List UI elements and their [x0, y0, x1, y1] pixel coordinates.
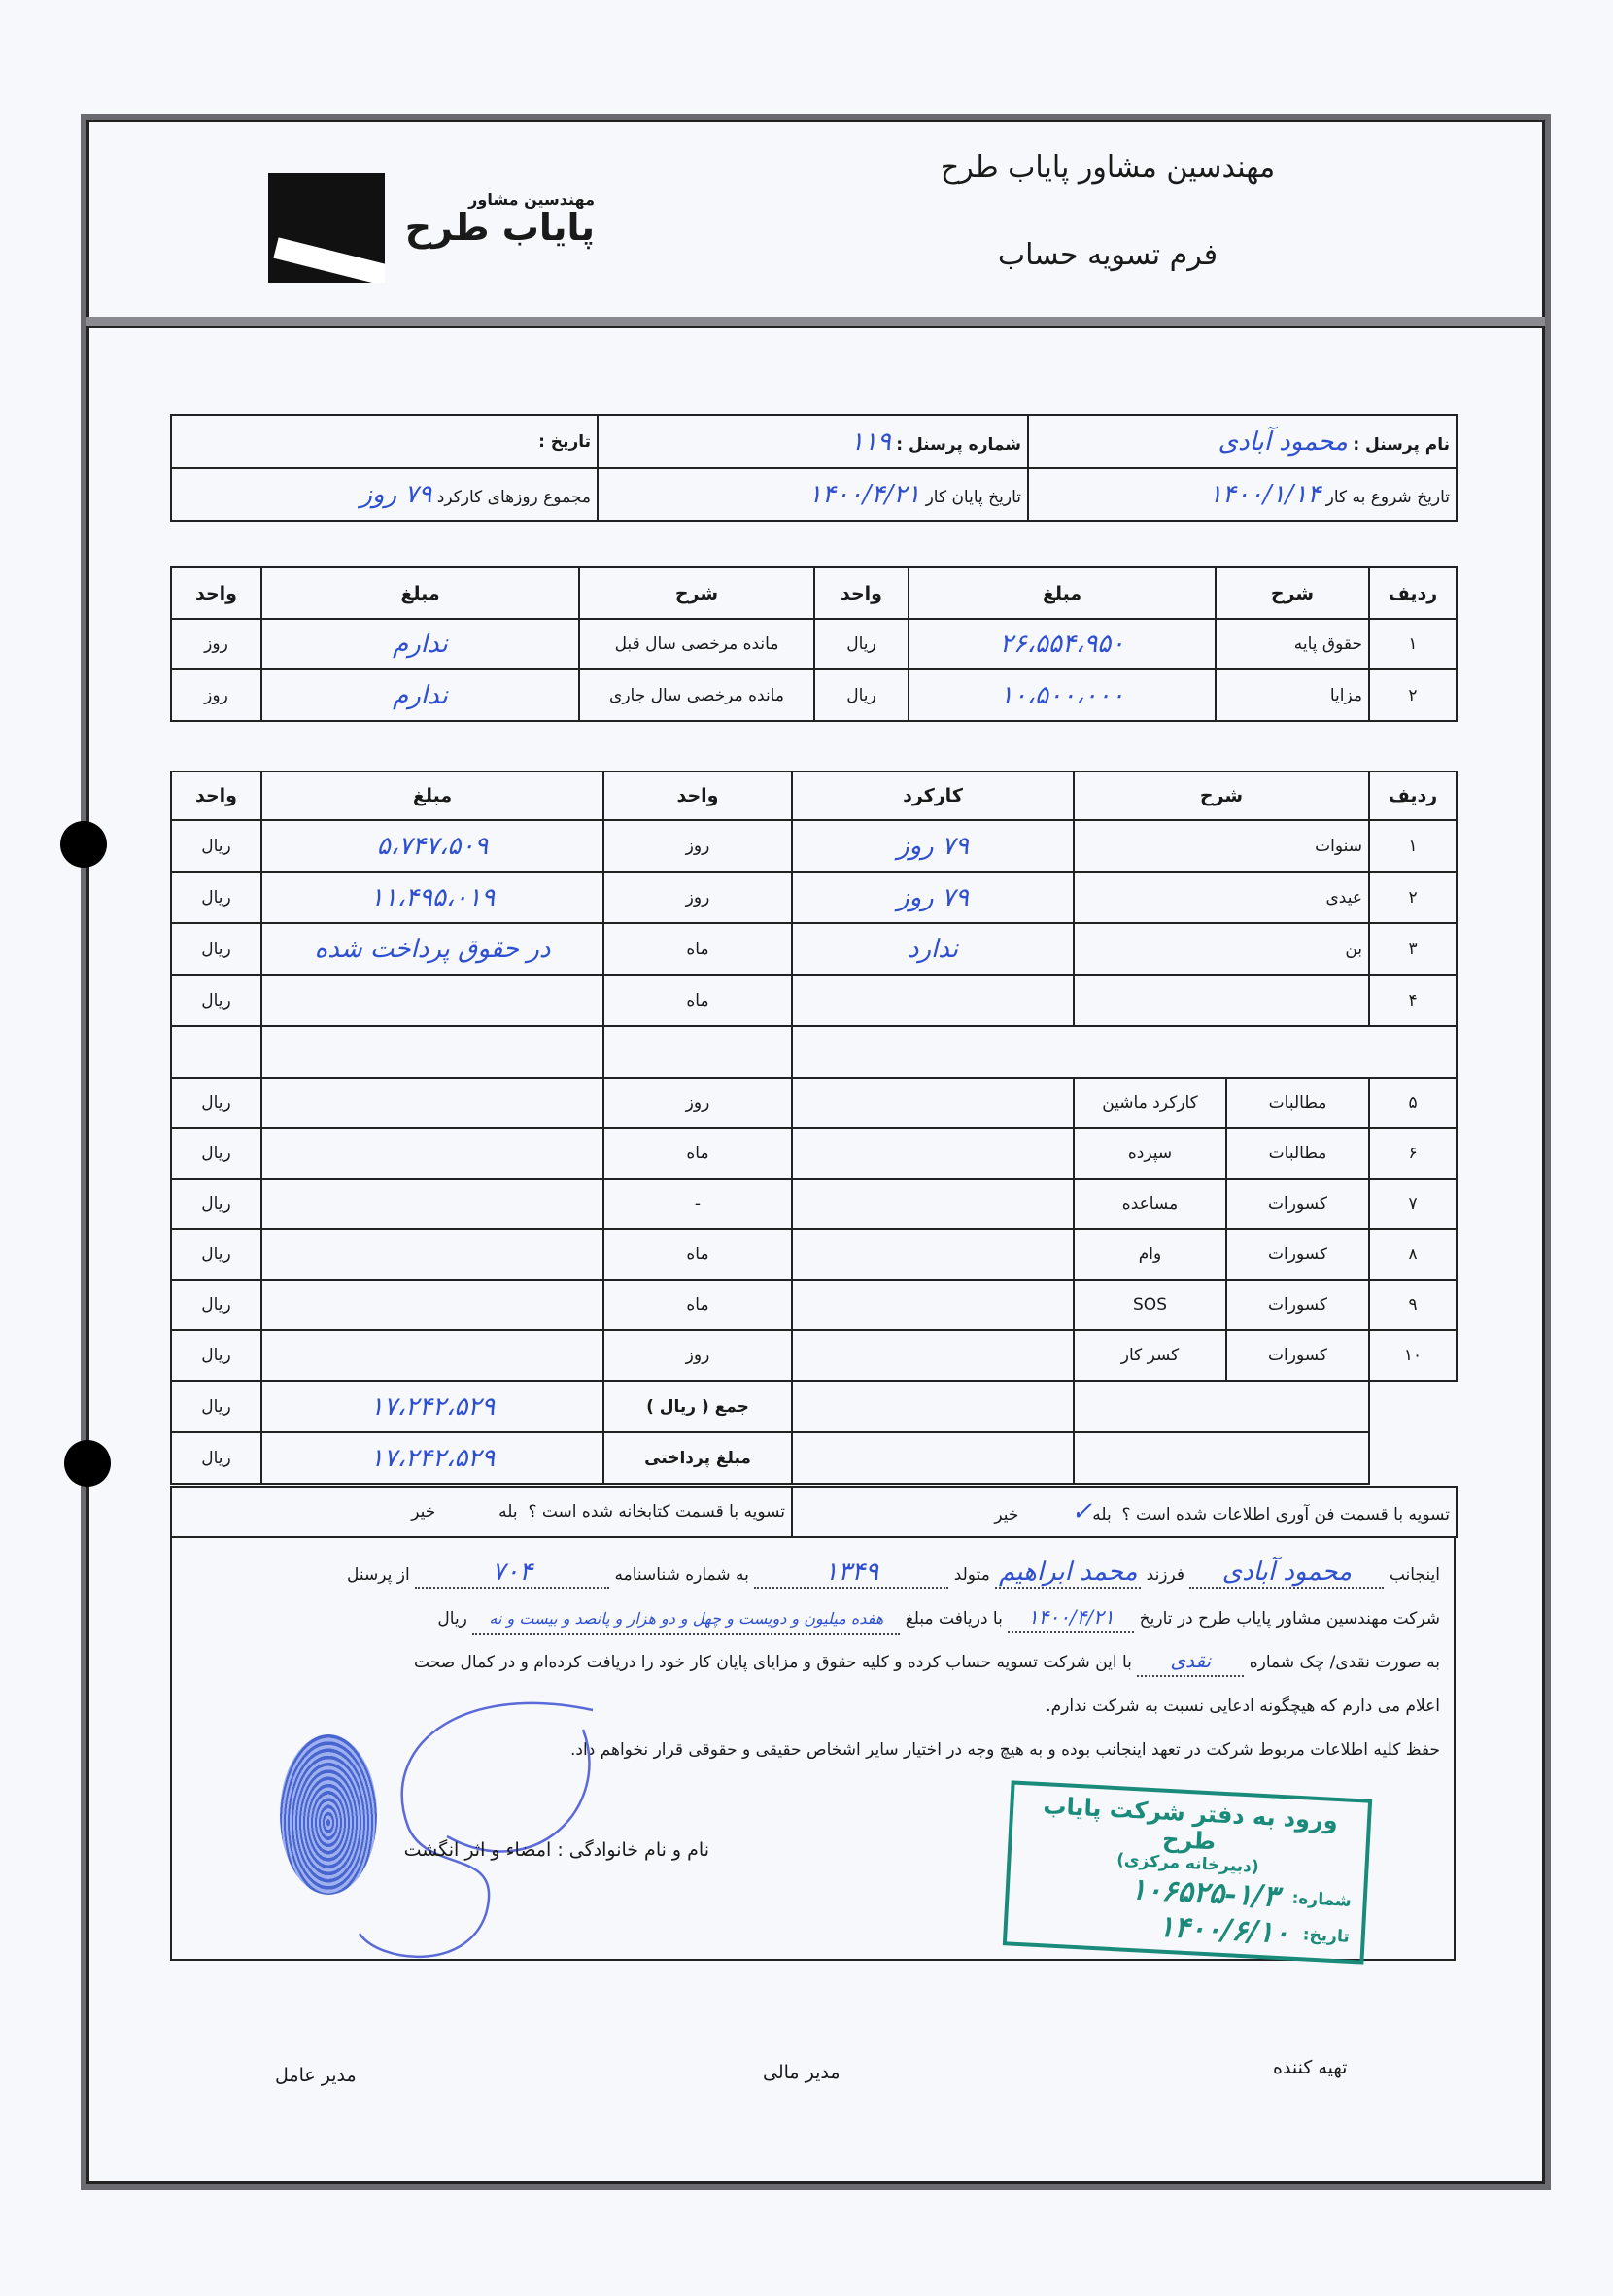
row-amount	[261, 1078, 603, 1128]
col-header: مبلغ	[909, 567, 1216, 619]
row-category: کسورات	[1226, 1280, 1369, 1330]
row-unit: روز	[603, 820, 792, 872]
personnel-no-value: ۱۱۹	[849, 427, 891, 457]
blank-cell	[261, 1026, 603, 1078]
total-value: ۱۷،۲۴۲،۵۲۹	[261, 1381, 603, 1432]
signature-label: نام و نام خانوادگی : امضاء و اثر انگشت	[403, 1839, 709, 1861]
row-number: ۵	[1369, 1078, 1457, 1128]
row-worked	[792, 1128, 1074, 1179]
row-category: کسورات	[1226, 1229, 1369, 1280]
start-date-value: ۱۴۰۰/۱/۱۴	[1208, 480, 1321, 509]
row-amount	[261, 1179, 603, 1229]
row-number: ۴	[1369, 975, 1457, 1026]
father-name-field: محمد ابراهیم	[995, 1558, 1141, 1589]
row-currency: ریال	[171, 872, 261, 923]
col-header: واحد	[603, 771, 792, 820]
payment-method-field: نقدی	[1137, 1646, 1244, 1677]
stamp-date-value: ۱۴۰۰/۶/۱۰	[1157, 1909, 1290, 1951]
row-amount: ندارم	[261, 669, 579, 721]
paid-amount-unit: ریال	[171, 1432, 261, 1484]
row-worked: ۷۹ روز	[792, 820, 1074, 872]
declaration-line: حفظ کلیه اطلاعات مربوط شرکت در تعهد اینجانب بوده و به هیچ وجه در اختیار سایر اشخاص حقیقی و حقوقی قرار نخواهم داد.	[570, 1740, 1440, 1760]
end-date-value: ۱۴۰۰/۴/۲۱	[807, 480, 921, 509]
col-header: شرح	[579, 567, 814, 619]
col-header: واحد	[171, 567, 261, 619]
office-entry-stamp	[1003, 1780, 1372, 1964]
table-row	[171, 820, 1457, 872]
row-amount: در حقوق پرداخت شده	[261, 923, 603, 975]
row-description: سپرده	[1074, 1128, 1226, 1179]
row-unit: روز	[171, 669, 261, 721]
row-unit: ماه	[603, 975, 792, 1026]
table-row	[171, 1432, 1457, 1484]
name-cell: نام پرسنل : محمود آبادی	[1028, 415, 1457, 468]
birth-year-field: ۱۳۴۹	[754, 1558, 948, 1589]
table-row	[171, 1229, 1457, 1280]
row-unit: ریال	[814, 669, 909, 721]
total-days-value: ۷۹ روز	[360, 480, 432, 509]
paid-amount-value: ۱۷،۲۴۲،۵۲۹	[261, 1432, 603, 1484]
row-amount	[261, 975, 603, 1026]
col-header: مبلغ	[261, 771, 603, 820]
personnel-info-table	[170, 414, 1458, 522]
row-number: ۱	[1369, 619, 1457, 669]
table-header-row	[171, 567, 1457, 619]
row-description: سنوات	[1074, 820, 1369, 872]
company-logo-mark	[268, 173, 385, 283]
row-amount: ۱۰،۵۰۰،۰۰۰	[909, 669, 1216, 721]
paid-amount-label: مبلغ پرداختی	[603, 1432, 792, 1484]
form-title: فرم تسویه حساب	[997, 238, 1218, 272]
row-number: ۲	[1369, 669, 1457, 721]
personnel-no-cell: شماره پرسنل : ۱۱۹	[598, 415, 1028, 468]
row-amount	[261, 1128, 603, 1179]
table-row	[171, 1330, 1457, 1381]
start-date-cell: تاریخ شروع به کار ۱۴۰۰/۱/۱۴	[1028, 468, 1457, 521]
row-currency: ریال	[171, 1280, 261, 1330]
table-row	[171, 1179, 1457, 1229]
table-row	[171, 872, 1457, 923]
row-category: کسورات	[1226, 1330, 1369, 1381]
row-worked	[792, 975, 1074, 1026]
col-header: واحد	[171, 771, 261, 820]
stamp-date-label: تاریخ:	[1302, 1924, 1351, 1947]
blank-cell	[1074, 1381, 1369, 1432]
row-description: کسر کار	[1074, 1330, 1226, 1381]
row-unit: ماه	[603, 1128, 792, 1179]
stamp-subtitle: (دبیرخانه مرکزی)	[1115, 1850, 1260, 1877]
it-no-option[interactable]: خیر	[994, 1505, 1019, 1525]
row-amount	[261, 1330, 603, 1381]
row-description	[1074, 975, 1369, 1026]
row-description: مزایا	[1216, 669, 1369, 721]
it-yes-option[interactable]: بله	[1092, 1505, 1112, 1525]
row-number: ۱۰	[1369, 1330, 1457, 1381]
row-unit: روز	[171, 619, 261, 669]
row-amount: ندارم	[261, 619, 579, 669]
table-row	[171, 1381, 1457, 1432]
row-unit: -	[603, 1179, 792, 1229]
row-worked: ۷۹ روز	[792, 872, 1074, 923]
stamp-title: ورود به دفتر شرکت پایاب طرح	[1042, 1792, 1339, 1856]
row-currency: ریال	[171, 1179, 261, 1229]
row-description: مساعده	[1074, 1179, 1226, 1229]
row-number: ۲	[1369, 872, 1457, 923]
row-category: کسورات	[1226, 1179, 1369, 1229]
settlement-date-field: ۱۴۰۰/۴/۲۱	[1008, 1602, 1134, 1633]
blank-cell	[603, 1026, 792, 1078]
logo-big-text: پایاب طرح	[404, 206, 595, 249]
id-number-field: ۷۰۴	[415, 1558, 609, 1589]
row-currency: ریال	[171, 1078, 261, 1128]
col-header: واحد	[814, 567, 909, 619]
row-number: ۱	[1369, 820, 1457, 872]
declaration-line: اینجانب محمود آبادی فرزند محمد ابراهیم متولد ۱۳۴۹ به شماره شناسنامه ۷۰۴ از پرسنل	[347, 1558, 1440, 1587]
row-description: بن	[1074, 923, 1369, 975]
row-worked	[792, 1078, 1074, 1128]
check-mark-icon: ✓	[1071, 1497, 1093, 1526]
punch-hole	[64, 1440, 111, 1487]
library-no-option[interactable]: خیر	[411, 1502, 436, 1522]
table-row	[171, 669, 1457, 721]
blank-cell	[792, 1381, 1074, 1432]
row-description: حقوق پایه	[1216, 619, 1369, 669]
settlement-question-row	[170, 1486, 1458, 1538]
total-label: جمع ( ریال )	[603, 1381, 792, 1432]
row-currency: ریال	[171, 820, 261, 872]
signature-icon	[340, 1691, 661, 1972]
total-days-cell: مجموع روزهای کارکرد ۷۹ روز	[171, 468, 598, 521]
blank-cell	[1369, 1432, 1457, 1484]
table-header-row	[171, 771, 1457, 820]
row-currency: ریال	[171, 923, 261, 975]
punch-hole	[60, 821, 107, 868]
table-row	[171, 1078, 1457, 1128]
blank-cell	[171, 1026, 261, 1078]
row-category: مطالبات	[1226, 1078, 1369, 1128]
table-row	[171, 975, 1457, 1026]
row-currency: ریال	[171, 975, 261, 1026]
finance-manager-signature-label: مدیر مالی	[763, 2062, 841, 2083]
row-unit: روز	[603, 1330, 792, 1381]
row-unit: ماه	[603, 1229, 792, 1280]
row-description: وام	[1074, 1229, 1226, 1280]
row-unit: روز	[603, 872, 792, 923]
company-name: مهندسین مشاور پایاب طرح	[940, 151, 1276, 185]
col-header: مبلغ	[261, 567, 579, 619]
col-header: کارکرد	[792, 771, 1074, 820]
salary-leave-table	[170, 566, 1458, 722]
row-unit: روز	[603, 1078, 792, 1128]
row-currency: ریال	[171, 1330, 261, 1381]
table-row	[171, 923, 1457, 975]
row-unit: ماه	[603, 1280, 792, 1330]
stamp-number-label: شماره:	[1291, 1888, 1353, 1911]
row-number: ۸	[1369, 1229, 1457, 1280]
row-description: مانده مرخصی سال جاری	[579, 669, 814, 721]
col-header: ردیف	[1369, 771, 1457, 820]
it-settlement-cell: تسویه با قسمت فن آوری اطلاعات شده است ؟ بله✓ خیر	[792, 1487, 1457, 1537]
blank-cell	[1074, 1432, 1369, 1484]
row-number: ۶	[1369, 1128, 1457, 1179]
row-worked	[792, 1179, 1074, 1229]
row-description: کارکرد ماشین	[1074, 1078, 1226, 1128]
header-divider	[86, 317, 1545, 328]
declaration-line: اعلام می دارم که هیچگونه ادعایی نسبت به شرکت ندارم.	[1046, 1696, 1440, 1716]
row-description: عیدی	[1074, 872, 1369, 923]
stamp-number-value: ۱۰۶۵۲۵-۱/۳	[1129, 1871, 1280, 1914]
library-yes-option[interactable]: بله	[498, 1502, 518, 1522]
row-worked	[792, 1280, 1074, 1330]
declaration-line: به صورت نقدی/ چک شماره نقدی با این شرکت تسویه حساب کرده و کلیه حقوق و مزایای پایان کار خود را دریافت کرده‌ام و در کمال صحت	[186, 1641, 1440, 1685]
row-worked: ندارد	[792, 923, 1074, 975]
row-amount	[261, 1229, 603, 1280]
library-settlement-cell: تسویه با قسمت کتابخانه شده است ؟ بله خیر	[171, 1487, 792, 1537]
company-logo-text	[400, 190, 595, 249]
name-value: محمود آبادی	[1218, 427, 1348, 457]
row-number: ۳	[1369, 923, 1457, 975]
row-category: مطالبات	[1226, 1128, 1369, 1179]
total-unit: ریال	[171, 1381, 261, 1432]
settlement-items-table	[170, 771, 1458, 1485]
amount-in-words-field: هفده میلیون و دویست و چهل و دو هزار و پانصد و بیست و نه	[472, 1604, 900, 1635]
row-unit: ماه	[603, 923, 792, 975]
logo-small-text: مهندسین مشاور	[468, 190, 595, 209]
blank-cell	[792, 1432, 1074, 1484]
declaration-line: شرکت مهندسین مشاور پایاب طرح در تاریخ ۱۴۰۰/۴/۲۱ با دریافت مبلغ هفده میلیون و دویست و چهل و دو هزار و پانصد و بیست و نه ریال	[186, 1597, 1440, 1641]
end-date-cell: تاریخ پایان کار ۱۴۰۰/۴/۲۱	[598, 468, 1028, 521]
preparer-signature-label: تهیه کننده	[1273, 2057, 1348, 2078]
row-amount: ۱۱،۴۹۵،۰۱۹	[261, 872, 603, 923]
blank-cell	[1369, 1381, 1457, 1432]
blank-cell	[792, 1026, 1457, 1078]
row-currency: ریال	[171, 1229, 261, 1280]
row-number: ۹	[1369, 1280, 1457, 1330]
row-description: SOS	[1074, 1280, 1226, 1330]
ceo-signature-label: مدیر عامل	[275, 2065, 357, 2086]
table-row	[171, 1026, 1457, 1078]
row-unit: ریال	[814, 619, 909, 669]
col-header: ردیف	[1369, 567, 1457, 619]
row-number: ۷	[1369, 1179, 1457, 1229]
table-row	[171, 1280, 1457, 1330]
employee-name-field: محمود آبادی	[1189, 1558, 1384, 1589]
row-amount	[261, 1280, 603, 1330]
table-row	[171, 1128, 1457, 1179]
row-worked	[792, 1330, 1074, 1381]
table-row	[171, 619, 1457, 669]
row-worked	[792, 1229, 1074, 1280]
row-description: مانده مرخصی سال قبل	[579, 619, 814, 669]
col-header: شرح	[1074, 771, 1369, 820]
row-currency: ریال	[171, 1128, 261, 1179]
row-amount: ۲۶،۵۵۴،۹۵۰	[909, 619, 1216, 669]
row-amount: ۵،۷۴۷،۵۰۹	[261, 820, 603, 872]
date-cell: تاریخ :	[171, 415, 598, 468]
col-header: شرح	[1216, 567, 1369, 619]
